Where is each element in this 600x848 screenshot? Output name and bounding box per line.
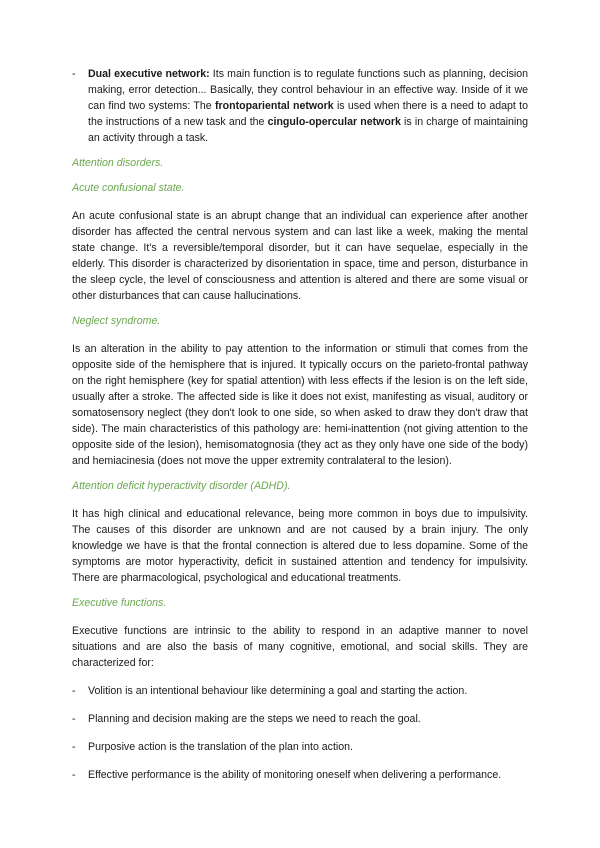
list-item-text: Purposive action is the translation of the plan into action. bbox=[88, 741, 354, 753]
bullet-text: is used when there is a need to adapt to the instructions of a new task and the bbox=[88, 100, 528, 128]
bullet-dash: - bbox=[72, 713, 76, 725]
list-item bbox=[72, 711, 528, 727]
bullet-text: Its main function is to regulate functions such as planning, decision making, error detection... Basically, they control behaviour in an effective way. Inside of it we can find two systems: The bbox=[88, 68, 529, 112]
heading-adhd: Attention deficit hyperactivity disorder (ADHD). bbox=[72, 480, 291, 492]
bullet-dash: - bbox=[72, 769, 76, 781]
heading-attention-disorders: Attention disorders. bbox=[72, 157, 164, 169]
bullet-dash: - bbox=[72, 685, 76, 697]
heading-acute-confusional-state: Acute confusional state. bbox=[72, 182, 185, 194]
paragraph-neglect-syndrome: Is an alteration in the ability to pay attention to the information or stimuli that comes from the opposite side of the hemisphere that is injured. It typically occurs on the parieto-frontal pathway on the right hemisphere (key for spatial attention) with less effects if the lesion is on the left side, usually after a stroke. The affected side is like it does not exist, manifesting as visual, auditory or somatosensory neglect (they don't look to one side, so when asked to draw they don't draw that side). The main characteristics of this pathology are: hemi-inattention (not giving attention to the opposite side of the lesion), hemisomatognosia (they act as they only have one side of the body) and hemiacinesia (does not move the upper extremity contralateral to the lesion). bbox=[72, 343, 528, 467]
paragraph-executive-functions: Executive functions are intrinsic to the ability to respond in an adaptive manner to novel situations and are also the basis of many cognitive, emotional, and social skills. They are characterized for: bbox=[72, 625, 528, 669]
heading-neglect-syndrome: Neglect syndrome. bbox=[72, 315, 161, 327]
heading-executive-functions: Executive functions. bbox=[72, 597, 167, 609]
list-item-text: Volition is an intentional behaviour like determining a goal and starting the action. bbox=[88, 685, 468, 697]
dual-executive-network-term: Dual executive network: bbox=[88, 68, 210, 80]
bullet-dash: - bbox=[72, 68, 76, 80]
list-item bbox=[72, 739, 528, 755]
list-item-text: Effective performance is the ability of monitoring oneself when delivering a performance. bbox=[88, 769, 502, 781]
executive-functions-list bbox=[72, 671, 528, 783]
list-item bbox=[72, 683, 528, 699]
frontoparietal-network-term: frontopariental network bbox=[214, 100, 334, 112]
dual-executive-network-bullet bbox=[72, 66, 528, 146]
bullet-text: is in charge of maintaining an activity through a task. bbox=[88, 116, 528, 144]
list-item-text: Planning and decision making are the steps we need to reach the goal. bbox=[88, 713, 421, 725]
list-item bbox=[72, 767, 528, 783]
bullet-dash: - bbox=[72, 741, 76, 753]
cingulo-opercular-network-term: cingulo-opercular network bbox=[267, 116, 401, 128]
paragraph-adhd: It has high clinical and educational relevance, being more common in boys due to impulsivity. The causes of this disorder are unknown and are not caused by a brain injury. The only knowledge we have is that the frontal connection is altered due to less dopamine. Some of the symptoms are motor hyperactivity, deficit in sustained attention and tendency for impulsivity. There are pharmacological, psychological and educational treatments. bbox=[72, 508, 528, 584]
paragraph-acute-confusional-state: An acute confusional state is an abrupt change that an individual can experience after another disorder has affected the central nervous system and can last like a week, making the mental state change. It's a reversible/temporal disorder, but it can have sequelae, especially in the elderly. This disorder is characterized by disorientation in space, time and person, disturbance in the sleep cycle, the level of consciousness and attention is altered and there are some visual or other disturbances that can cause hallucinations. bbox=[72, 210, 528, 302]
